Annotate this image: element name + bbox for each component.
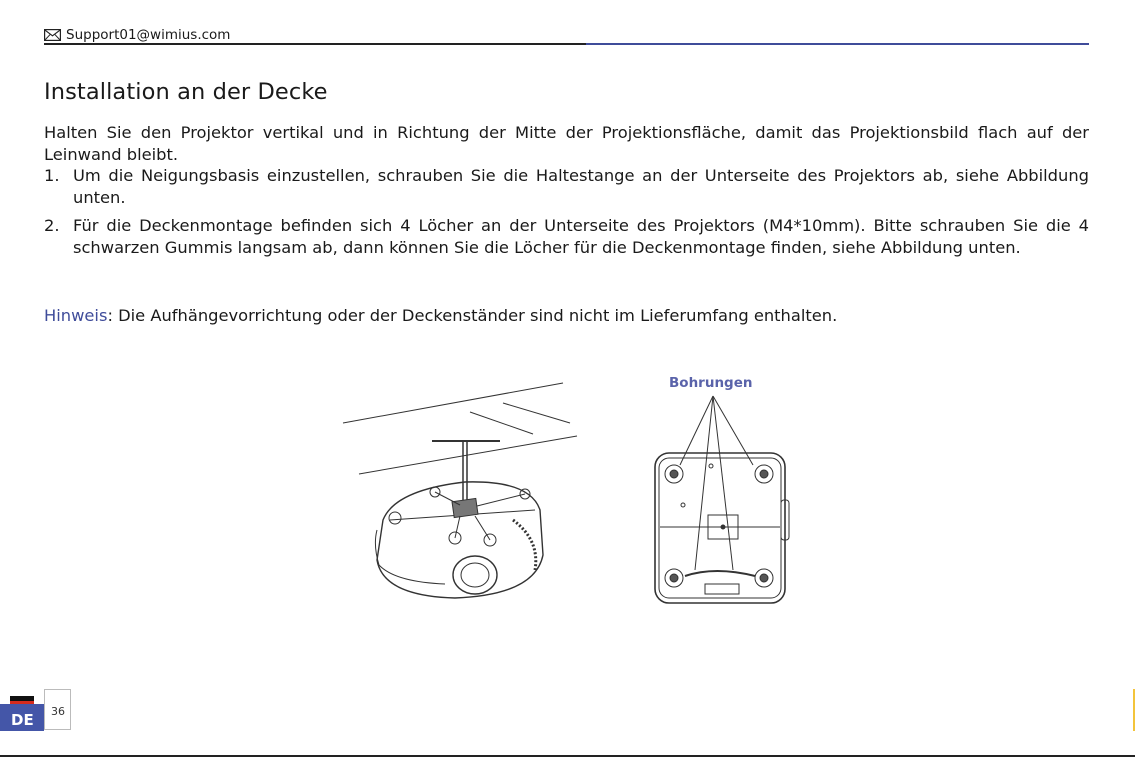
support-email[interactable]: Support01@wimius.com: [66, 27, 231, 43]
ceiling-mounted-projector: [343, 383, 577, 598]
mail-icon: [44, 29, 61, 41]
list-item: [44, 165, 1089, 208]
language-code: DE: [11, 711, 34, 729]
intro-paragraph: Halten Sie den Projektor vertikal und in Richtung der Mitte der Projektionsfläche, damit das Projektionsbild flach auf der Leinwand bleibt.: [44, 123, 1089, 164]
header-email: [44, 26, 230, 44]
section-title: Installation an der Decke: [44, 79, 328, 105]
header-rule-blue: [586, 43, 1089, 45]
ceiling-installation-illustration: [335, 370, 795, 615]
header-rule-dark: [44, 43, 586, 45]
drill-holes-callout: Bohrungen: [669, 375, 753, 391]
note-text: : Die Aufhängevorrichtung oder der Deckenständer sind nicht im Lieferumfang enthalten.: [107, 306, 838, 325]
step-text: Um die Neigungsbasis einzustellen, schrauben Sie die Haltestange an der Unterseite des Projektors ab, siehe Abbildung unten.: [73, 166, 1089, 207]
list-item: [44, 215, 1089, 258]
step-list-2: [44, 215, 1089, 258]
page-number: 36: [51, 705, 65, 718]
step-list-1: [44, 165, 1089, 208]
note-label: Hinweis: [44, 306, 108, 325]
step-number: 1.: [44, 166, 60, 185]
step-number: 2.: [44, 216, 60, 235]
projector-bottom-view: [655, 396, 789, 603]
note: [44, 305, 837, 327]
step-text: Für die Deckenmontage befinden sich 4 Löcher an der Unterseite des Projektors (M4*10mm). Bitte schrauben Sie die 4 schwarzen Gummis langsam ab, dann können Sie die Löcher für die Deckenmontage finden, siehe Abbildung unten.: [73, 216, 1089, 257]
